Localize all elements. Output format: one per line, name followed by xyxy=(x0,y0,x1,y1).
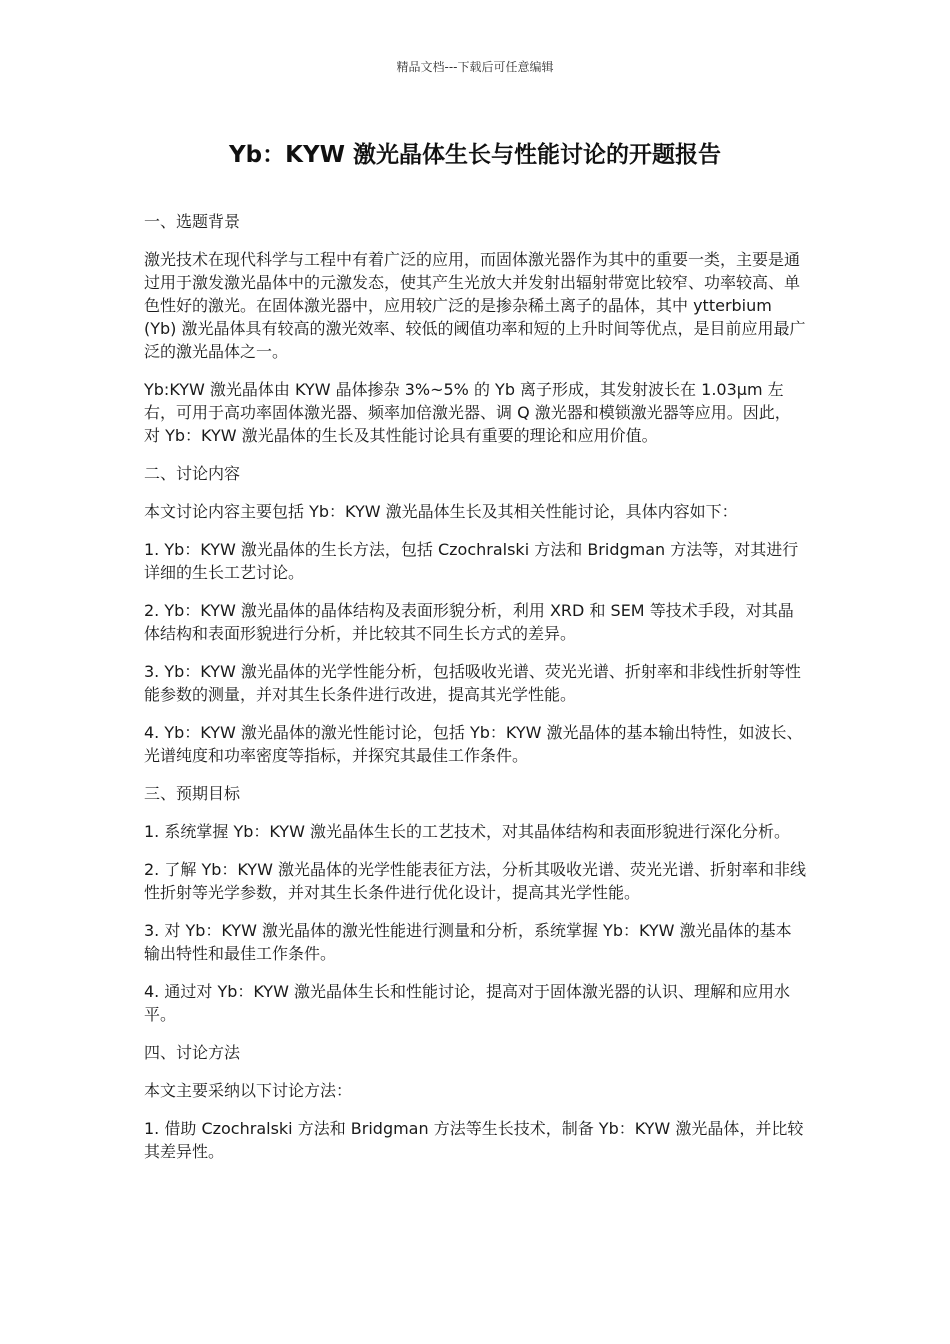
section-heading-background: 一、选题背景 xyxy=(144,212,241,231)
paragraph: 本文讨论内容主要包括 Yb：KYW 激光晶体生长及其相关性能讨论，具体内容如下： xyxy=(144,502,738,521)
section-heading-content: 二、讨论内容 xyxy=(144,464,241,483)
list-item: 2. 了解 Yb：KYW 激光晶体的光学性能表征方法，分析其吸收光谱、荧光光谱、折射率和非线性折射等光学参数，并对其生长条件进行优化设计，提高其光学性能。 xyxy=(144,860,806,902)
list-item: 4. 通过对 Yb：KYW 激光晶体生长和性能讨论，提高对于固体激光器的认识、理解和应用水平。 xyxy=(144,982,790,1024)
list-item: 3. Yb：KYW 激光晶体的光学性能分析，包括吸收光谱、荧光光谱、折射率和非线性折射等性能参数的测量，并对其生长条件进行改进，提高其光学性能。 xyxy=(144,662,801,704)
list-item: 4. Yb：KYW 激光晶体的激光性能讨论，包括 Yb：KYW 激光晶体的基本输出特性，如波长、光谱纯度和功率密度等指标，并探究其最佳工作条件。 xyxy=(144,723,803,765)
list-item: 1. Yb：KYW 激光晶体的生长方法，包括 Czochralski 方法和 Bridgman 方法等，对其进行详细的生长工艺讨论。 xyxy=(144,540,799,582)
section-heading-goals: 三、预期目标 xyxy=(144,784,241,803)
list-item: 1. 借助 Czochralski 方法和 Bridgman 方法等生长技术，制备 Yb：KYW 激光晶体，并比较其差异性。 xyxy=(144,1119,804,1161)
section-heading-methods: 四、讨论方法 xyxy=(144,1043,241,1062)
header-note: 精品文档---下载后可任意编辑 xyxy=(396,60,554,74)
list-item: 2. Yb：KYW 激光晶体的晶体结构及表面形貌分析，利用 XRD 和 SEM 等技术手段，对其晶体结构和表面形貌进行分析，并比较其不同生长方式的差异。 xyxy=(144,601,794,643)
list-item: 1. 系统掌握 Yb：KYW 激光晶体生长的工艺技术，对其晶体结构和表面形貌进行深化分析。 xyxy=(144,822,790,841)
list-item: 3. 对 Yb：KYW 激光晶体的激光性能进行测量和分析，系统掌握 Yb：KYW 激光晶体的基本输出特性和最佳工作条件。 xyxy=(144,921,792,963)
document-title: Yb：KYW 激光晶体生长与性能讨论的开题报告 xyxy=(229,142,721,168)
paragraph: Yb:KYW 激光晶体由 KYW 晶体掺杂 3%~5% 的 Yb 离子形成，其发射波长在 1.03μm 左右，可用于高功率固体激光器、频率加倍激光器、调 Q 激光器和模锁激光器等应用。因此，对 Yb：KYW 激光晶体的生长及其性能讨论具有重要的理论和应用价值。 xyxy=(144,380,791,445)
paragraph: 激光技术在现代科学与工程中有着广泛的应用，而固体激光器作为其中的重要一类，主要是通过用于激发激光晶体中的元激发态，使其产生光放大并发射出辐射带宽比较窄、功率较高、单色性好的激光。在固体激光器中，应用较广泛的是掺杂稀土离子的晶体，其中 ytterbium (Yb) 激光晶体具有较高的激光效率、较低的阈值功率和短的上升时间等优点，是目前应用最广泛的激光晶体之一。 xyxy=(144,250,806,361)
document-body xyxy=(144,210,806,1178)
paragraph: 本文主要采纳以下讨论方法： xyxy=(144,1081,353,1100)
